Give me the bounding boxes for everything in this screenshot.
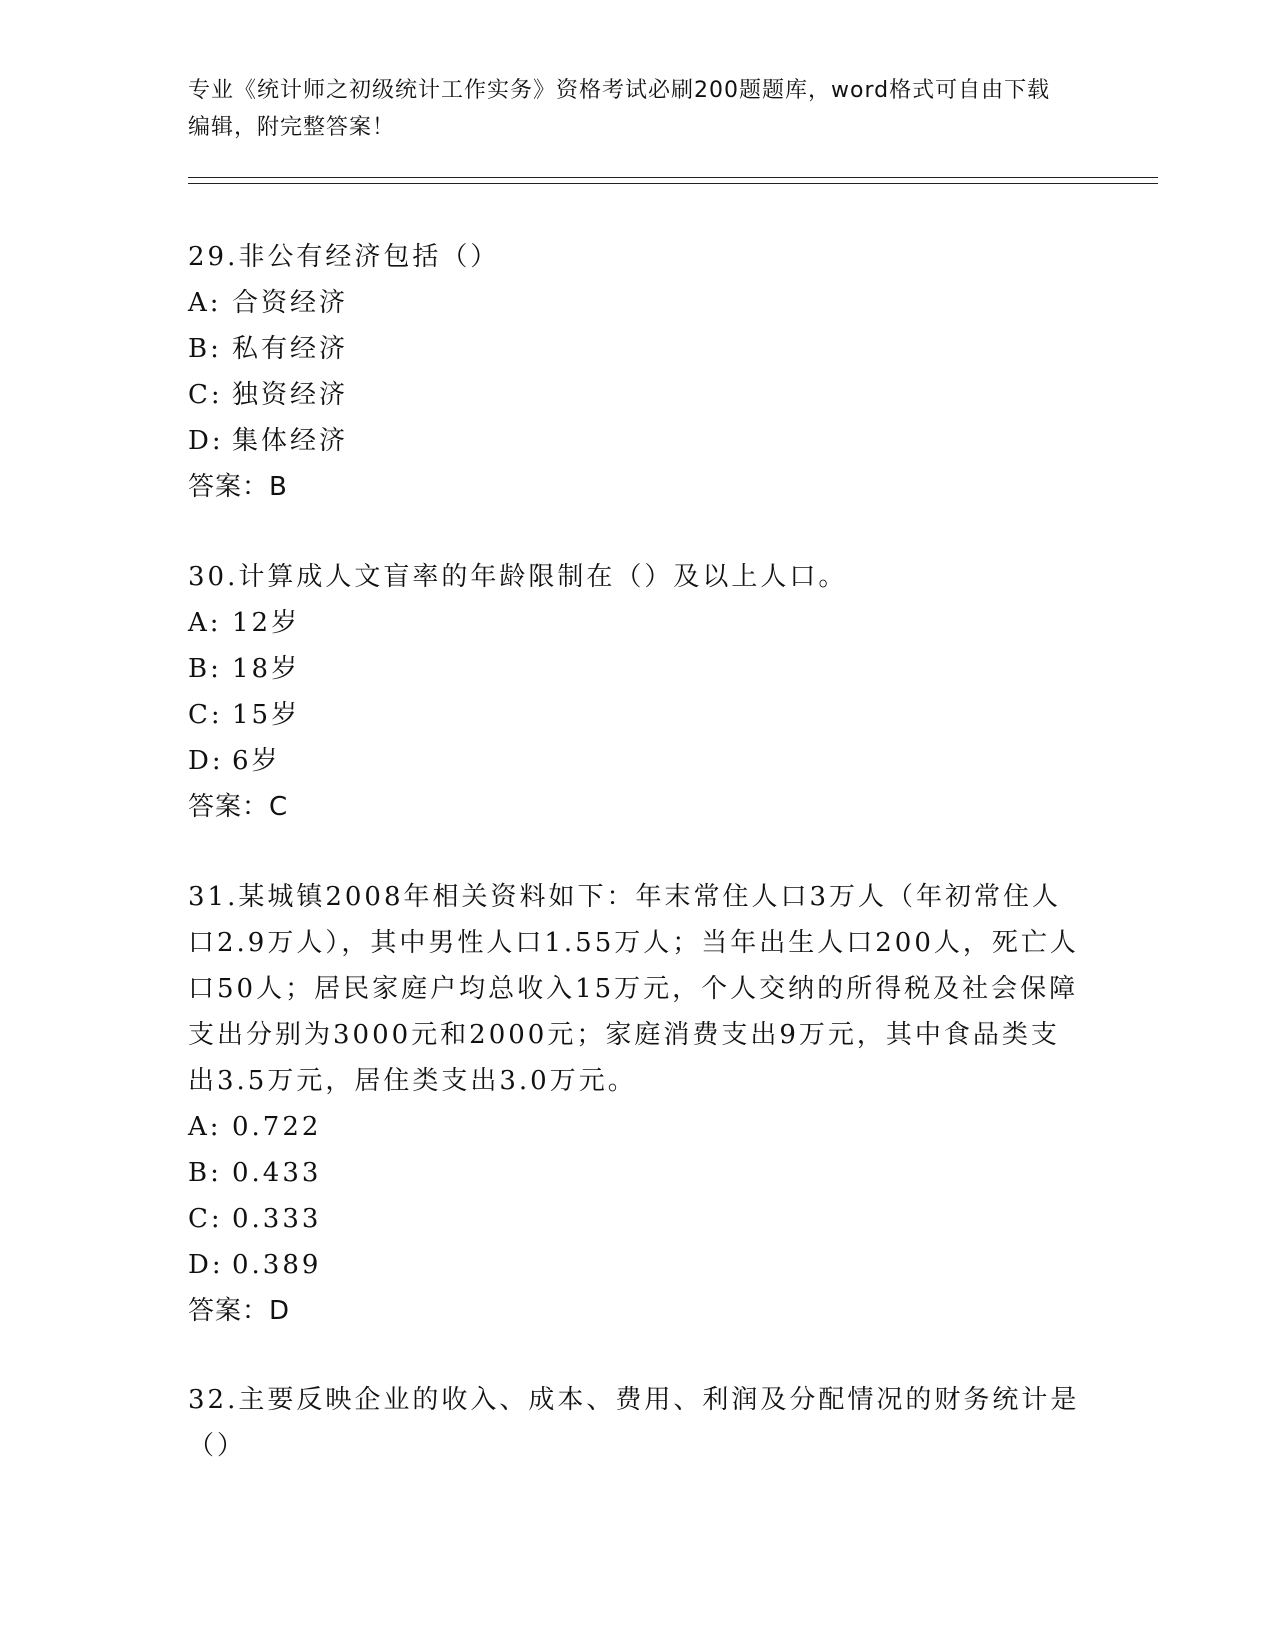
option-key: C: <box>188 700 223 730</box>
option-text: 0.389 <box>232 1250 322 1280</box>
question-32 <box>188 1377 1088 1469</box>
option-text: 15岁 <box>232 700 301 730</box>
option-c <box>188 372 1088 418</box>
option-b <box>188 326 1088 372</box>
header-divider-top <box>188 177 1158 178</box>
option-key: A: <box>188 288 222 318</box>
answer-line: 答案：C <box>188 792 289 822</box>
option-text: 0.722 <box>232 1112 322 1142</box>
option-text: 0.333 <box>232 1204 322 1234</box>
option-text: 私有经济 <box>232 334 349 364</box>
option-d <box>188 1242 1088 1288</box>
question-stem: 31.某城镇2008年相关资料如下：年末常住人口3万人（年初常住人口2.9万人），其中男性人口1.55万人；当年出生人口200人，死亡人口50人；居民家庭户均总收入15万元，个人交纳的所得税及社会保障支出分别为3000元和2000元；家庭消费支出9万元，其中食品类支出3.5万元，居住类支出3.0万元。 <box>188 882 1079 1096</box>
option-b <box>188 1150 1088 1196</box>
option-key: C: <box>188 380 223 410</box>
question-stem: 29.非公有经济包括（） <box>188 242 500 272</box>
option-text: 18岁 <box>232 654 301 684</box>
option-text: 6岁 <box>232 746 281 776</box>
option-text: 合资经济 <box>232 288 349 318</box>
option-key: D: <box>188 746 224 776</box>
answer-line: 答案：B <box>188 472 288 502</box>
option-a <box>188 1104 1088 1150</box>
question-stem: 32.主要反映企业的收入、成本、费用、利润及分配情况的财务统计是（） <box>188 1385 1080 1461</box>
option-key: D: <box>188 1250 224 1280</box>
option-text: 集体经济 <box>232 426 349 456</box>
option-text: 独资经济 <box>232 380 349 410</box>
document-header: 专业《统计师之初级统计工作实务》资格考试必刷200题题库，word格式可自由下载编辑，附完整答案！ <box>188 78 1051 140</box>
question-29 <box>188 234 1088 510</box>
option-d <box>188 418 1088 464</box>
question-31 <box>188 874 1088 1334</box>
option-key: A: <box>188 1112 222 1142</box>
answer-line: 答案：D <box>188 1296 291 1326</box>
option-key: B: <box>188 334 222 364</box>
question-stem: 30.计算成人文盲率的年龄限制在（）及以上人口。 <box>188 562 848 592</box>
option-a <box>188 600 1088 646</box>
option-a <box>188 280 1088 326</box>
option-c <box>188 692 1088 738</box>
option-text: 0.433 <box>232 1158 322 1188</box>
option-text: 12岁 <box>232 608 301 638</box>
option-key: B: <box>188 654 222 684</box>
option-d <box>188 738 1088 784</box>
option-b <box>188 646 1088 692</box>
option-key: C: <box>188 1204 223 1234</box>
option-c <box>188 1196 1088 1242</box>
option-key: B: <box>188 1158 222 1188</box>
option-key: A: <box>188 608 222 638</box>
question-30 <box>188 554 1088 830</box>
option-key: D: <box>188 426 224 456</box>
header-divider-bottom <box>188 183 1158 184</box>
